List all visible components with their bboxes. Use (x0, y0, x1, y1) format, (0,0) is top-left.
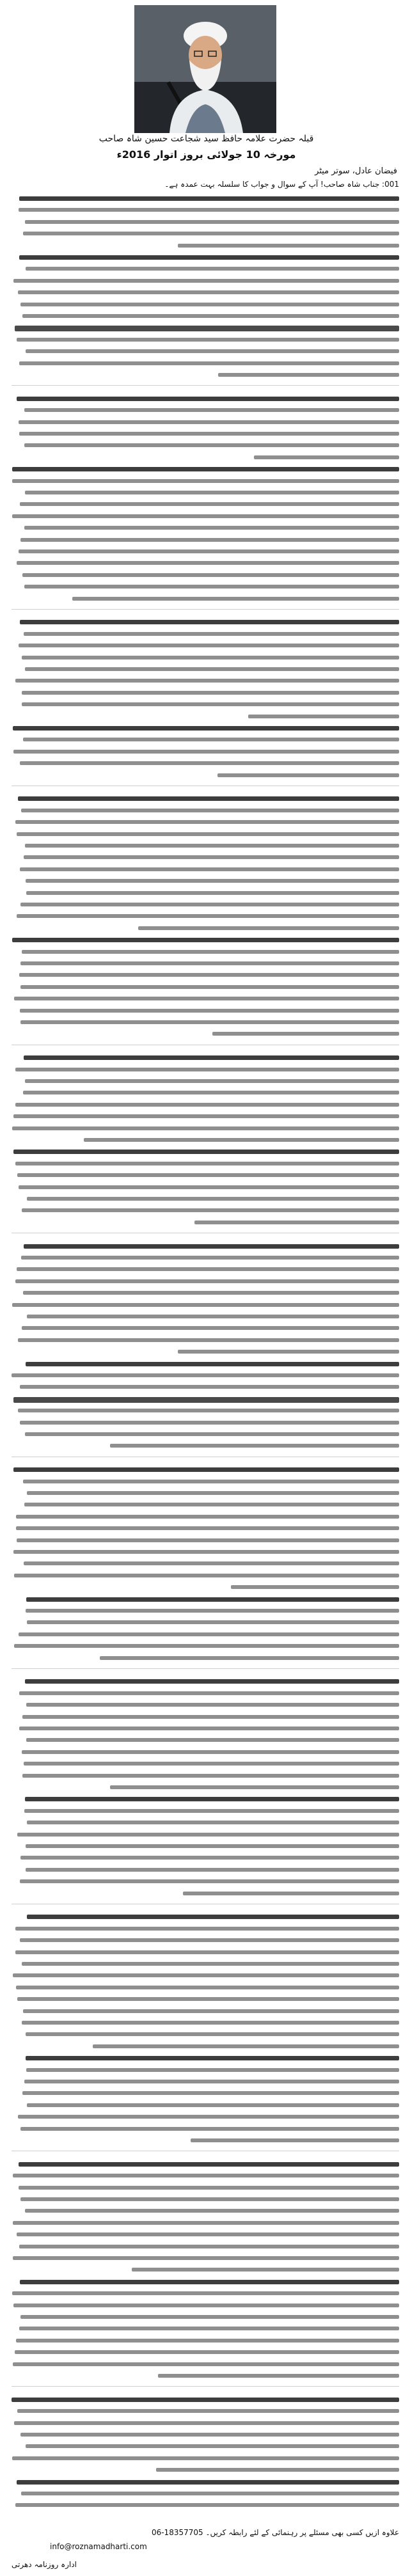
author-photo (134, 5, 276, 133)
publisher-name: ادارہ روزنامہ دھرتی (12, 2560, 77, 2569)
text-line (25, 220, 399, 224)
text-line (17, 1997, 399, 2001)
text-line (84, 1138, 399, 1142)
text-line (23, 1091, 399, 1094)
text-line (20, 303, 399, 306)
text-line (19, 1185, 399, 1189)
text-line (22, 1715, 399, 1719)
text-line (22, 2091, 399, 2095)
text-line (15, 1068, 399, 1071)
text-line (26, 879, 399, 883)
text-line (22, 702, 399, 706)
text-line (218, 373, 399, 377)
text-line (19, 644, 399, 647)
text-line (20, 761, 399, 765)
text-line (12, 2291, 399, 2295)
text-line (19, 1727, 399, 1730)
text-line (15, 820, 399, 824)
text-line (20, 1879, 399, 1883)
text-line (25, 491, 399, 494)
text-line (13, 1150, 399, 1154)
paragraph-separator (12, 1668, 399, 1669)
text-line (15, 1103, 399, 1107)
text-line (22, 1750, 399, 1754)
text-line (26, 1844, 399, 1848)
article-footer (12, 2527, 399, 2572)
text-line (26, 1597, 399, 1602)
text-line (27, 1821, 399, 1824)
text-line (25, 1079, 399, 1083)
text-line (248, 715, 399, 718)
text-line (19, 2327, 399, 2330)
text-line (27, 1620, 399, 1624)
text-line (17, 1173, 399, 1177)
text-line (24, 443, 399, 447)
text-line (19, 208, 399, 212)
text-line (22, 573, 399, 577)
text-line (17, 832, 399, 836)
text-line (20, 903, 399, 906)
text-line (15, 679, 399, 683)
text-line (24, 1503, 399, 1506)
text-line (15, 1279, 399, 1283)
paragraph-separator (12, 385, 399, 386)
text-line (26, 2056, 399, 2060)
text-line (18, 2115, 399, 2119)
article-body (12, 179, 399, 2546)
text-line (20, 1856, 399, 1860)
text-line (191, 2138, 399, 2142)
text-line (16, 1515, 399, 1519)
text-line (20, 867, 399, 871)
text-line (12, 1373, 399, 1377)
text-line (12, 514, 399, 518)
text-line (17, 2480, 399, 2485)
text-line (18, 1338, 399, 1342)
text-line (13, 750, 399, 754)
text-line (24, 585, 399, 589)
text-line (18, 796, 399, 801)
text-line (25, 1797, 399, 1801)
text-line (20, 2197, 399, 2201)
text-line (178, 1350, 399, 1354)
text-line (194, 1221, 399, 1224)
text-line (24, 2080, 399, 2083)
text-line (21, 1256, 399, 1260)
text-line (23, 1291, 399, 1295)
text-line (26, 2444, 399, 2448)
paragraph-separator (12, 2386, 399, 2387)
text-line (26, 267, 399, 271)
text-line (22, 1962, 399, 1966)
text-line (24, 1561, 399, 1565)
text-line (13, 1467, 399, 1472)
text-line (17, 561, 399, 565)
text-line (158, 2374, 399, 2378)
text-line (24, 1762, 399, 1766)
text-line (13, 279, 399, 283)
contact-lead: علاوہ ازیں کسی بھی مسئلے پر رہنمائی کے لئے رابطہ کریں۔ (205, 2528, 399, 2537)
text-line (20, 620, 399, 624)
text-line (20, 1938, 399, 1942)
text-line (15, 1927, 399, 1931)
text-line (26, 1703, 399, 1707)
text-line (23, 232, 399, 235)
text-line (24, 855, 399, 859)
text-line (25, 1679, 399, 1684)
text-line (19, 432, 399, 436)
text-line (13, 2362, 399, 2366)
author-portrait-graphic (134, 5, 276, 133)
text-line (19, 549, 399, 553)
text-line (13, 2256, 399, 2260)
text-line (110, 1444, 399, 1448)
text-line (16, 1526, 399, 1530)
article-date: مورخہ 10 جولائی بروز اتوار 2016ء (116, 148, 296, 161)
text-line (13, 2174, 399, 2177)
first-question-lead: 001: جناب شاہ صاحب! آپ کے سوال و جواب کا سلسلہ بہت عمدہ ہے۔ (164, 180, 399, 189)
text-line (24, 526, 399, 530)
text-line (15, 326, 399, 331)
text-line (17, 1538, 399, 1542)
text-line (18, 1409, 399, 1412)
text-line (17, 2232, 399, 2236)
text-line (12, 479, 399, 483)
text-line (13, 1397, 399, 1403)
text-line (25, 667, 399, 671)
text-line (12, 2398, 399, 2402)
text-line (20, 1020, 399, 1024)
text-line (19, 1632, 399, 1636)
text-line (23, 2009, 399, 2013)
text-line (23, 1480, 399, 1483)
text-line (254, 455, 399, 459)
text-line (17, 338, 399, 342)
text-line (132, 2268, 399, 2272)
text-line (27, 2103, 399, 2107)
text-line (17, 914, 399, 918)
text-line (20, 985, 399, 989)
text-line (21, 809, 399, 812)
text-line (20, 1421, 399, 1425)
text-line (26, 1362, 399, 1366)
text-line (15, 2503, 399, 2507)
text-line (13, 2303, 399, 2307)
text-line (13, 2221, 399, 2225)
text-line (12, 1303, 399, 1307)
text-line (17, 397, 399, 401)
text-line (19, 1691, 399, 1695)
text-line (27, 1491, 399, 1495)
text-line (93, 2044, 399, 2048)
text-line (12, 938, 399, 942)
text-line (24, 408, 399, 412)
text-line (22, 691, 399, 695)
text-line (110, 1785, 399, 1789)
text-line (14, 1574, 399, 1577)
text-line (26, 1868, 399, 1872)
text-line (15, 1950, 399, 1954)
text-line (14, 1644, 399, 1648)
photo-caption: قبلہ حضرت علامہ حافظ سید شجاعت حسین شاہ صاحب (99, 134, 314, 144)
text-line (26, 2068, 399, 2072)
contact-line (12, 2527, 399, 2538)
text-line (22, 656, 399, 660)
text-line (24, 1055, 399, 1060)
text-line (20, 2433, 399, 2437)
text-line (17, 1833, 399, 1837)
paragraph-separator (12, 609, 399, 610)
text-line (13, 1973, 399, 1977)
text-line (20, 538, 399, 542)
text-line (22, 1774, 399, 1778)
text-line (183, 1892, 399, 1895)
text-line (22, 950, 399, 954)
text-line (16, 1986, 399, 1989)
text-line (19, 2245, 399, 2248)
text-line (21, 2492, 399, 2495)
text-line (19, 361, 399, 365)
text-line (13, 1550, 399, 1554)
text-line (72, 597, 399, 601)
text-line (24, 632, 399, 636)
text-line (25, 844, 399, 848)
text-line (23, 738, 399, 741)
text-line (12, 1126, 399, 1130)
text-line (19, 2162, 399, 2167)
text-line (20, 1009, 399, 1013)
text-line (16, 2339, 399, 2343)
text-line (19, 420, 399, 424)
text-line (17, 1267, 399, 1271)
text-line (17, 2409, 399, 2413)
text-line (19, 255, 399, 260)
contact-phone: 06-18357705 (151, 2528, 203, 2537)
text-line (20, 2127, 399, 2131)
text-line (14, 997, 399, 1000)
contact-email[interactable]: info@roznamadharti.com (50, 2542, 147, 2551)
text-line (24, 1809, 399, 1813)
text-line (19, 973, 399, 977)
text-line (100, 1656, 399, 1660)
text-line (26, 1738, 399, 1742)
text-line (138, 926, 399, 930)
text-line (12, 467, 399, 471)
text-line (19, 196, 399, 201)
text-line (20, 502, 399, 506)
text-line (15, 2350, 399, 2354)
text-line (212, 1032, 399, 1036)
text-line (19, 2186, 399, 2190)
text-line (15, 1162, 399, 1166)
text-line (26, 1609, 399, 1613)
text-line (22, 1208, 399, 1212)
text-line (20, 2280, 399, 2284)
text-line (22, 1326, 399, 1330)
text-line (26, 2032, 399, 2036)
text-line (26, 891, 399, 895)
text-line (20, 2315, 399, 2319)
text-line (27, 1915, 399, 1919)
text-line (12, 2456, 399, 2460)
text-line (20, 1385, 399, 1389)
text-line (24, 1244, 399, 1249)
text-line (156, 2468, 399, 2472)
question-byline: فیضان عادل، سوتر میٹر (315, 166, 397, 176)
text-line (25, 1432, 399, 1436)
text-line (178, 244, 399, 248)
text-line (27, 1197, 399, 1201)
text-line (217, 773, 399, 777)
text-line (14, 2421, 399, 2425)
text-line (13, 726, 399, 731)
text-line (13, 1114, 399, 1118)
text-line (26, 349, 399, 353)
text-line (18, 290, 399, 294)
text-line (25, 2209, 399, 2213)
text-line (22, 314, 399, 318)
text-line (20, 961, 399, 965)
text-line (27, 1315, 399, 1318)
text-line (231, 1585, 399, 1589)
text-line (22, 2021, 399, 2025)
